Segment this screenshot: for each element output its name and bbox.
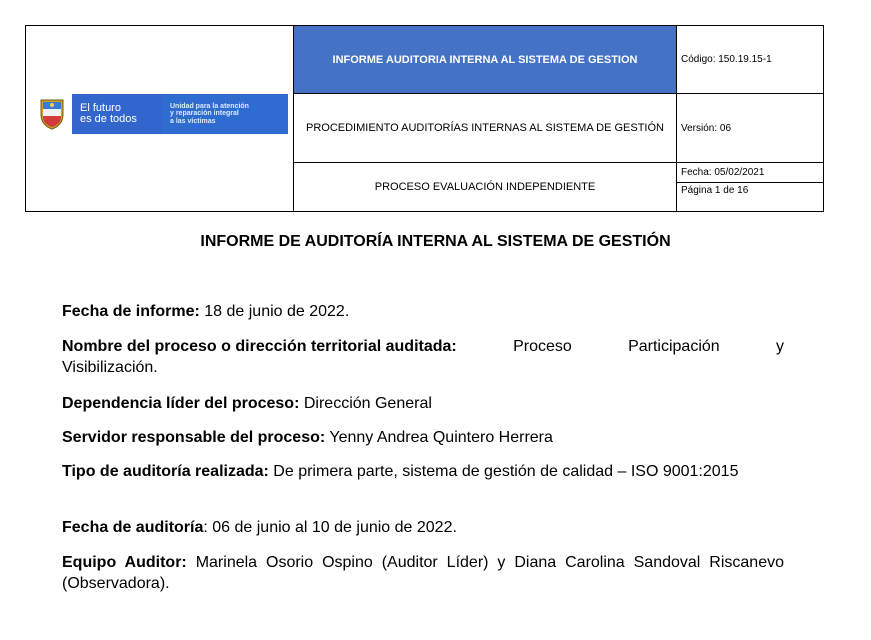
procedure-title-cell	[294, 94, 677, 163]
unit-line-1: Unidad para la atención	[170, 102, 249, 110]
unit-line-2: y reparación integral	[170, 110, 239, 118]
page-number: Página 1 de 16	[681, 185, 749, 196]
audit-date-value: : 06 de junio al 10 de junio de 2022.	[203, 519, 457, 536]
report-date-field	[62, 301, 784, 322]
process-name-word-1: Proceso	[513, 338, 572, 355]
document-code: Código: 150.19.15-1	[681, 54, 772, 65]
slogan-block	[72, 94, 162, 134]
audit-team-field	[62, 552, 784, 594]
slogan-line-2: es de todos	[80, 113, 137, 125]
institution-logo-banner	[32, 94, 288, 134]
process-name-label: Nombre del proceso o dirección territorial auditada:	[62, 338, 457, 355]
logo-cell	[26, 26, 294, 211]
report-date-label: Fecha de informe:	[62, 303, 200, 320]
audit-type-field	[62, 461, 784, 482]
document-version: Versión: 06	[681, 122, 732, 134]
document-header-table	[25, 25, 824, 212]
audit-type-label: Tipo de auditoría realizada:	[62, 463, 269, 480]
process-name-field	[62, 336, 784, 378]
report-title-cell	[294, 26, 677, 94]
code-cell	[677, 26, 823, 94]
slogan-line-1: El futuro	[80, 102, 121, 114]
responsible-server-field	[62, 427, 784, 448]
date-cell	[677, 163, 823, 183]
unit-name-block	[162, 94, 288, 134]
procedure-title: PROCEDIMIENTO AUDITORÍAS INTERNAS AL SISTEMA DE GESTIÓN	[306, 122, 664, 134]
unit-line-3: a las víctimas	[170, 117, 216, 125]
version-cell	[677, 94, 823, 163]
audit-date-label: Fecha de auditoría	[62, 519, 204, 536]
audit-team-label: Equipo Auditor:	[62, 554, 187, 571]
audit-date-field	[62, 517, 784, 538]
process-name-line-2: Visibilización.	[62, 359, 158, 376]
lead-dependency-value: Dirección General	[299, 395, 432, 412]
report-date-value: 18 de junio de 2022.	[199, 303, 350, 320]
document-date: Fecha: 05/02/2021	[681, 167, 765, 178]
audit-team-value: Marinela Osorio Ospino (Auditor Líder) y Diana Carolina Sandoval Riscanevo (Observadora).	[62, 554, 785, 592]
process-title: PROCESO EVALUACIÓN INDEPENDIENTE	[374, 181, 596, 193]
page-cell	[677, 183, 823, 211]
audit-type-value: De primera parte, sistema de gestión de calidad – ISO 9001:2015	[268, 463, 739, 480]
colombia-coat-of-arms-icon	[32, 94, 72, 134]
report-title: INFORME AUDITORIA INTERNA AL SISTEMA DE GESTION	[332, 53, 638, 66]
process-name-word-3: y	[776, 338, 784, 355]
lead-dependency-field	[62, 393, 784, 414]
lead-dependency-label: Dependencia líder del proceso:	[62, 395, 300, 412]
responsible-server-value: Yenny Andrea Quintero Herrera	[325, 429, 553, 446]
process-name-word-2: Participación	[628, 338, 720, 355]
process-title-cell	[294, 163, 677, 211]
document-title: INFORME DE AUDITORÍA INTERNA AL SISTEMA DE GESTIÓN	[200, 233, 671, 250]
responsible-server-label: Servidor responsable del proceso:	[62, 429, 326, 446]
